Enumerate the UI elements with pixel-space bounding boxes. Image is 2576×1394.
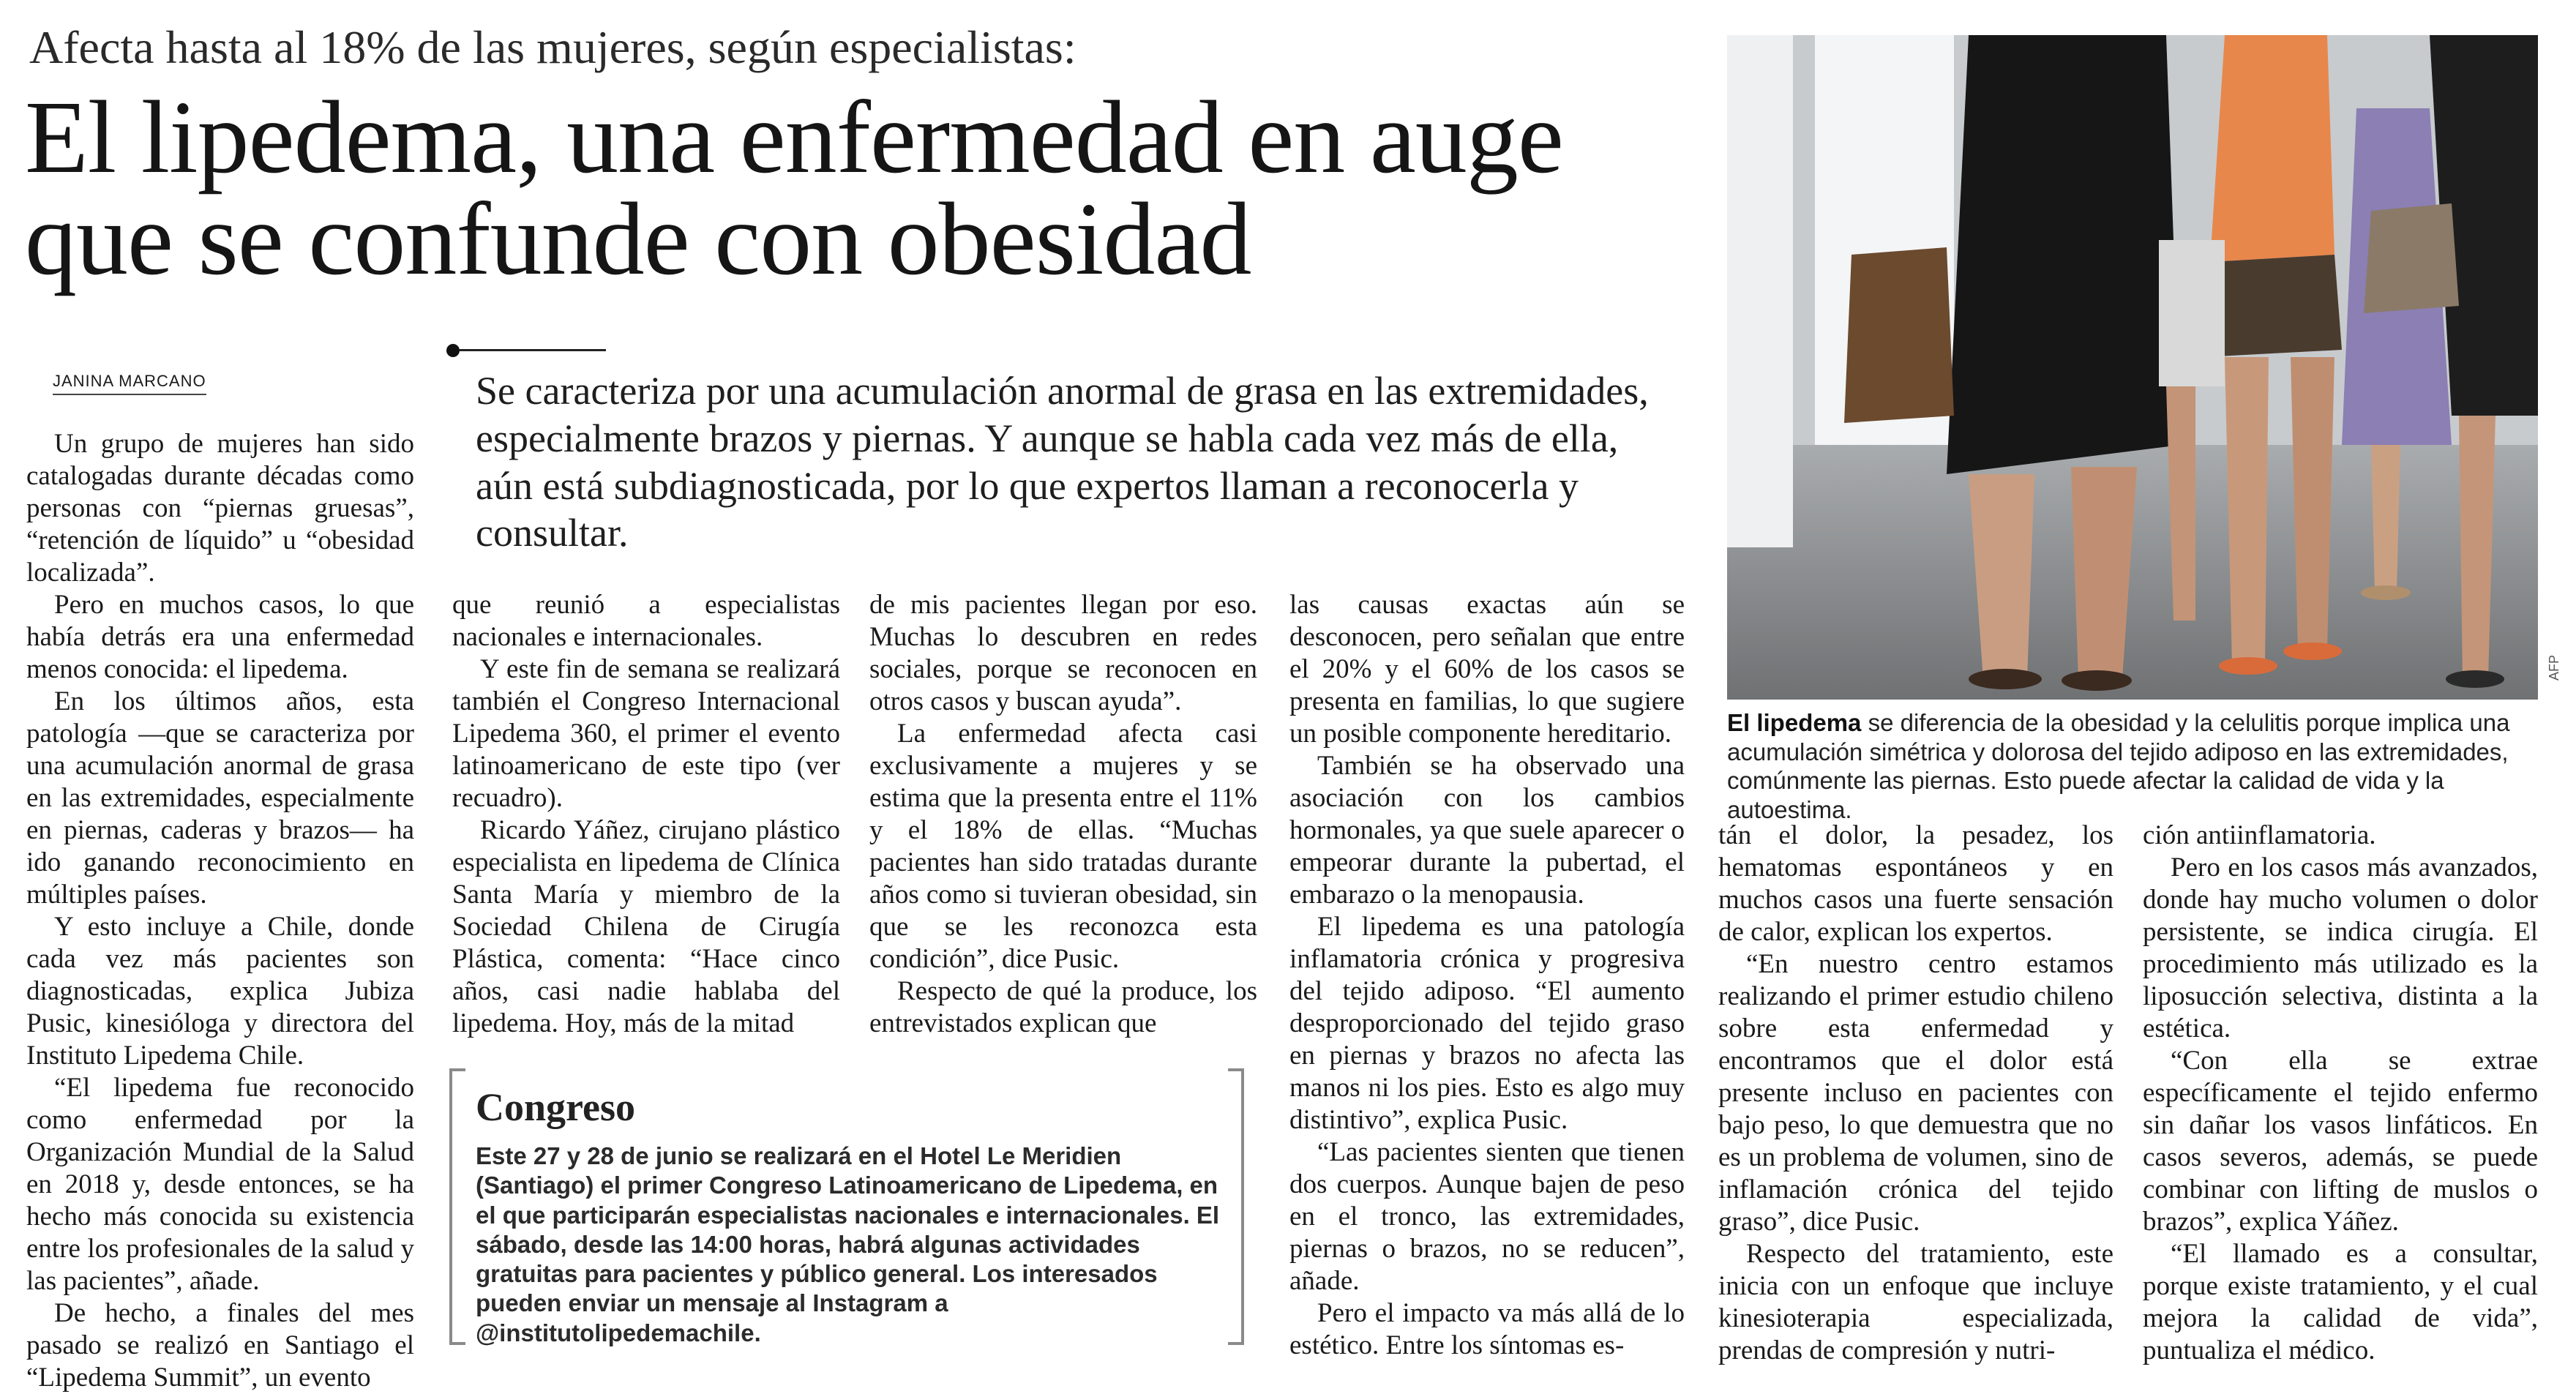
byline: JANINA MARCANO bbox=[53, 372, 206, 395]
paragraph: Y esto incluye a Chile, donde cada vez más pacientes son diagnosticadas, explica Jubiza Pusic, kinesióloga y directora del Instituto Lipedema Chile. bbox=[26, 912, 414, 1071]
sidebar-bracket-left bbox=[449, 1068, 465, 1345]
paragraph: La enfermedad afecta casi exclusivamente a mujeres y se estima que la presenta entre el 11% y el 18% de ellas. “Muchas pacientes han sido tratadas durante años como si tuvieran obesidad, sin que se les reconozca esta condición”, dice Pusic. bbox=[869, 719, 1257, 975]
article-photo bbox=[1727, 35, 2538, 700]
sidebar-body: Este 27 y 28 de junio se realizará en el Hotel Le Meridien (Santiago) el primer Congreso Latinoamericano de Lipedema, en el que participarán especialistas nacionales e internacionales. El sábado, desde las 14:00 horas, habrá algunas actividades gratuitas para pacientes y público general. Los interesados pueden enviar un mensaje al Instagram a @institutolipedemachile. bbox=[476, 1142, 1220, 1346]
column-2 bbox=[452, 589, 840, 1040]
paragraph: las causas exactas aún se desconocen, pero señalan que entre el 20% y el 60% de los casos se presenta en familias, lo que sugiere un posible componente hereditario. bbox=[1289, 590, 1685, 749]
caption-lead: El lipedema bbox=[1727, 709, 1862, 736]
paragraph: Respecto del tratamiento, este inicia con un enfoque que incluye kinesioterapia especializada, prendas de compresión y nutri- bbox=[1718, 1239, 2113, 1366]
paragraph: “El llamado es a consultar, porque existe tratamiento, y el cual mejora la calidad de vida”, puntualiza el médico. bbox=[2143, 1239, 2538, 1366]
column-6 bbox=[2143, 820, 2538, 1367]
paragraph: Un grupo de mujeres han sido catalogadas durante décadas como personas con “piernas gruesas”, “retención de líquido” u “obesidad localizada”. bbox=[26, 429, 414, 588]
paragraph: que reunió a especialistas nacionales e internacionales. bbox=[452, 590, 840, 653]
photo-legs-crowd-icon bbox=[1727, 35, 2538, 700]
photo-credit: AFP bbox=[2547, 654, 2561, 681]
paragraph: El lipedema es una patología inflamatoria crónica y progresiva del tejido adiposo. “El aumento desproporcionado del tejido graso en piernas y brazos no afecta las manos ni los pies. Esto es algo muy distintivo”, explica Pusic. bbox=[1289, 912, 1685, 1136]
paragraph: “En nuestro centro estamos realizando el primer estudio chileno sobre esta enfermedad y encontramos que el dolor está presente incluso en pacientes con bajo peso, lo que demuestra que no es un problema de volumen, sino de inflamación crónica del tejido graso”, dice Pusic. bbox=[1718, 949, 2113, 1237]
paragraph: Pero en los casos más avanzados, donde hay mucho volumen o dolor persistente, se indica cirugía. El procedimiento más utilizado es la liposucción selectiva, distinta a la estética. bbox=[2143, 852, 2538, 1044]
paragraph: “Las pacientes sienten que tienen dos cuerpos. Aunque bajen de peso en el tronco, las extremidades, piernas o brazos, no se reducen”, añade. bbox=[1289, 1137, 1685, 1297]
deck: Se caracteriza por una acumulación anormal de grasa en las extremidades, especialmente brazos y piernas. Y aunque se habla cada vez más de ella, aún está subdiagnosticada, por lo que expertos llaman a reconocerla y consultar. bbox=[476, 369, 1649, 555]
paragraph: “El lipedema fue reconocido como enfermedad por la Organización Mundial de la Salud en 2018 y, desde entonces, se ha hecho más conocida su existencia entre los profesionales de la salud y las pacientes”, añade. bbox=[26, 1073, 414, 1297]
paragraph: tán el dolor, la pesadez, los hematomas espontáneos y en muchos casos una fuerte sensación de calor, explican los expertos. bbox=[1718, 820, 2113, 948]
column-5 bbox=[1718, 820, 2113, 1367]
deck-bullet bbox=[446, 344, 460, 357]
sidebar-bracket-right bbox=[1228, 1068, 1244, 1345]
paragraph: Respecto de qué la produce, los entrevistados explican que bbox=[869, 976, 1257, 1039]
sidebar-title: Congreso bbox=[476, 1085, 636, 1129]
paragraph: De hecho, a finales del mes pasado se realizó en Santiago el “Lipedema Summit”, un evento bbox=[26, 1298, 414, 1393]
headline: El lipedema, una enfermedad en auge que se confunde con obesidad bbox=[25, 79, 1563, 297]
paragraph: “Con ella se extrae específicamente el tejido enfermo sin dañar los vasos linfáticos. En casos severos, además, se puede combinar con lifting de muslos o brazos”, explica Yáñez. bbox=[2143, 1046, 2538, 1237]
paragraph: de mis pacientes llegan por eso. Muchas lo descubren en redes sociales, porque se reconocen en otros casos y buscan ayuda”. bbox=[869, 590, 1257, 717]
deck-rule bbox=[460, 349, 606, 351]
photo-caption bbox=[1727, 708, 2538, 824]
kicker: Afecta hasta al 18% de las mujeres, según especialistas: bbox=[29, 21, 1077, 73]
caption-text: se diferencia de la obesidad y la celulitis porque implica una acumulación simétrica y dolorosa del tejido adiposo en las extremidades, comúnmente las piernas. Esto puede afectar la calidad de vida y la autoestima. bbox=[1727, 709, 2510, 823]
paragraph: Y este fin de semana se realizará también el Congreso Internacional Lipedema 360, el primer el evento latinoamericano de este tipo (ver recuadro). bbox=[452, 654, 840, 814]
column-3 bbox=[869, 589, 1257, 1040]
sidebar-box bbox=[449, 1068, 1244, 1346]
paragraph: En los últimos años, esta patología —que se caracteriza por una acumulación anormal de grasa en las extremidades, especialmente en piernas, caderas y brazos— ha ido ganando reconocimiento en múltiples países. bbox=[26, 686, 414, 910]
column-1 bbox=[26, 428, 414, 1394]
column-4 bbox=[1289, 589, 1685, 1362]
paragraph: Pero el impacto va más allá de lo estético. Entre los síntomas es- bbox=[1289, 1298, 1685, 1361]
paragraph: Ricardo Yáñez, cirujano plástico especialista en lipedema de Clínica Santa María y miembro de la Sociedad Chilena de Cirugía Plástica, comenta: “Hace cinco años, casi nadie hablaba del lipedema. Hoy, más de la mitad bbox=[452, 815, 840, 1039]
paragraph: ción antiinflamatoria. bbox=[2143, 820, 2376, 850]
paragraph: Pero en muchos casos, lo que había detrás era una enfermedad menos conocida: el lipedema. bbox=[26, 590, 414, 685]
paragraph: También se ha observado una asociación con los cambios hormonales, ya que suele aparecer o empeorar durante la pubertad, el embarazo o la menopausia. bbox=[1289, 751, 1685, 910]
